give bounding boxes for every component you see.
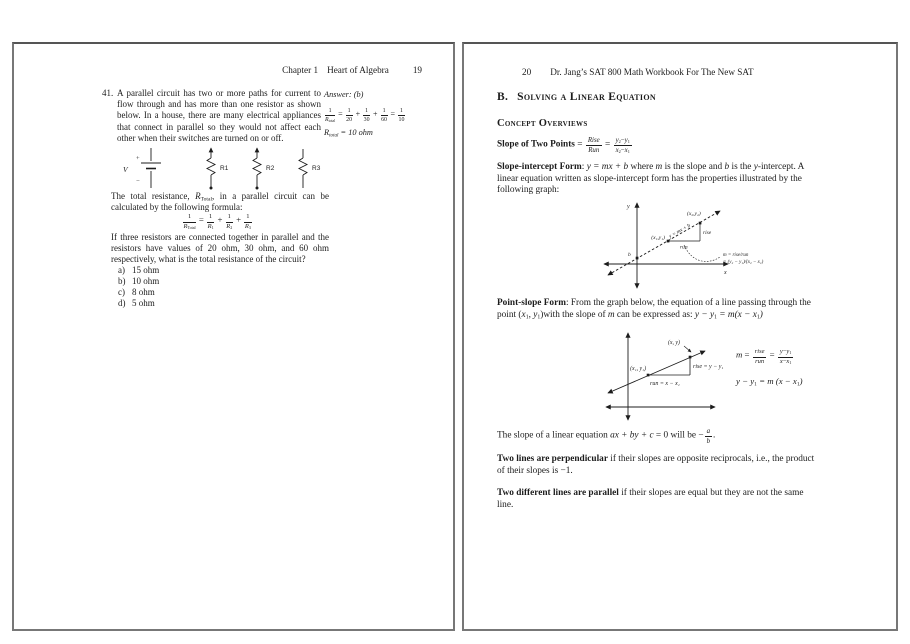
rise-label: rise = y − y₁: [693, 364, 724, 370]
point-2-pointer-arrow: [684, 346, 691, 352]
choice-b-label: b): [118, 276, 126, 286]
slope-formula: m = $\frac{\text{rise}}{\text{run}}$ = $\frac{y-y_1}{x-x_1}$: [736, 348, 792, 365]
battery-minus-sign: −: [136, 178, 140, 185]
point-slope-formulas: [736, 349, 896, 386]
run-label: run: [680, 244, 688, 251]
slope-annotation-line1: m = rise/run: [723, 253, 749, 258]
point-2-label: (x, y): [668, 340, 680, 346]
point-slope-graph: [602, 329, 734, 425]
parallel-circuit-figure: [107, 144, 332, 192]
question-body-text-2: If three resistors are connected together in parallel and the resistors have values of 20 ohm, 30 ohm, and 60 ohm respectively, what is the total resistance of the circuit?: [111, 232, 329, 265]
point-1-marker: [667, 240, 670, 243]
right-page: [462, 42, 898, 631]
resistor-3-label: R3: [312, 165, 321, 172]
point-slope-graph-figure: [602, 329, 902, 429]
question-number: 41.: [102, 88, 114, 98]
run-label: run = x − x₁: [650, 381, 680, 387]
answer-label: Answer: (b): [324, 90, 364, 99]
choice-d: [118, 298, 155, 308]
parallel-lines-paragraph: Two different lines are parallel if their slopes are equal but they are not the same line.: [497, 488, 804, 510]
left-page-number: 19: [412, 65, 422, 75]
slope-intercept-graph: [600, 199, 802, 295]
resistor-1-label: R1: [220, 165, 229, 172]
x-axis-label: x: [724, 270, 727, 276]
answer-column: [324, 90, 454, 138]
parallel-resistance-formula: $\frac{1}{R_{Total}}$ = $\frac{1}{R_1}$ + $\frac{1}{R_2}$ + $\frac{1}{R_3}$: [183, 213, 251, 230]
question-body-text: The total resistance, $R_{Total}$, in a parallel circuit can be calculated by the following formula:: [111, 191, 329, 213]
resistor-branch-3: [299, 149, 307, 188]
section-heading: [497, 91, 656, 103]
y-intercept-label: b: [628, 252, 631, 258]
choice-d-label: d): [118, 298, 126, 308]
book-title: Dr. Jang’s SAT 800 Math Workbook For The New SAT: [550, 67, 754, 77]
slope-of-two-points-formula: Slope of Two Points = $\frac{\text{Rise}}{\text{Run}}$ = $\frac{y_2-y_1}{x_2-x_1}$: [497, 137, 630, 155]
choice-b: [118, 276, 159, 286]
choice-a: [118, 265, 159, 275]
point-slope-paragraph: Point-slope Form: From the graph below, the equation of a line passing through the point ($x_1$, $y_1)with$ the slope of m can be expressed as: $y - y_1 = m(x - x_1)$: [497, 298, 811, 321]
point-1-label: (x₁, y₁): [630, 366, 646, 372]
choice-b-text: 10 ohm: [132, 276, 160, 286]
point-2-label: (x₂,y₂): [687, 211, 701, 217]
question-41: [102, 88, 321, 144]
graph-line: [608, 211, 720, 275]
battery-symbol: [141, 148, 161, 188]
point-2-marker: [699, 222, 702, 225]
point-1-marker: [647, 374, 650, 377]
choice-a-text: 15 ohm: [132, 265, 160, 275]
chapter-label: Chapter 1: [282, 65, 319, 75]
resistor-branch-1: [207, 148, 215, 190]
y-axis-label: y: [627, 204, 630, 210]
choice-d-text: 5 ohm: [132, 298, 155, 308]
left-page-header: [14, 65, 422, 75]
answer-result: $R_{total} = 10$ ohm: [324, 128, 373, 139]
point-2-marker: [689, 356, 692, 359]
choice-c: [118, 287, 155, 297]
choice-c-label: c): [118, 287, 125, 297]
right-page-number: 20: [522, 67, 532, 77]
chapter-section-label: Heart of Algebra: [327, 65, 389, 75]
right-page-header: [522, 67, 754, 77]
question-intro-text: A parallel circuit has two or more paths for current to flow through and has more than one resistor as shown below. In a house, there are many electrical appliances that connect in parallel so they would not affect each other when their switches are turned on or off.: [117, 88, 321, 143]
resistor-branch-2: [253, 148, 261, 190]
answer-formula: $\frac{1}{R_{total}}$ = $\frac{1}{20}$ + $\frac{1}{30}$ + $\frac{1}{60}$ = $\frac{1}{10}$: [325, 108, 405, 124]
battery-voltage-label: V: [123, 165, 128, 174]
resistor-2-label: R2: [266, 165, 275, 172]
slope-intercept-paragraph: Slope-intercept Form: y = mx + b where m is the slope and b is the y-intercept. A linear equation written as slope-intercept form has the properties illustrated by the following graph:: [497, 162, 804, 196]
slope-of-linear-equation-paragraph: The slope of a linear equation ax + by + c = 0 will be − $\frac{a}{b}$ .: [497, 428, 716, 446]
y-intercept-point: [636, 257, 639, 260]
slope-annotation-line2: = (y₂ − y₁)/(x₂ − x₁): [723, 260, 764, 265]
choice-c-text: 8 ohm: [132, 287, 155, 297]
battery-plus-sign: +: [136, 155, 140, 162]
concept-overviews-heading: Concept Overviews: [497, 118, 588, 129]
rise-label: rise: [703, 230, 712, 236]
section-title: Solving a Linear Equation: [517, 91, 656, 103]
choice-a-label: a): [118, 265, 125, 275]
point-slope-equation: $y - y_1 = m$ $(x - x_1)$: [736, 375, 803, 388]
point-1-label: (x₁,y₁): [651, 235, 665, 241]
annotation-callout-curve: [684, 245, 720, 261]
section-index: B.: [497, 91, 509, 103]
left-page: [12, 42, 455, 631]
perpendicular-lines-paragraph: Two lines are perpendicular if their slopes are opposite reciprocals, i.e., the product of their slopes is −1.: [497, 454, 815, 476]
line-equation-label: y = mx + b: [668, 222, 692, 240]
